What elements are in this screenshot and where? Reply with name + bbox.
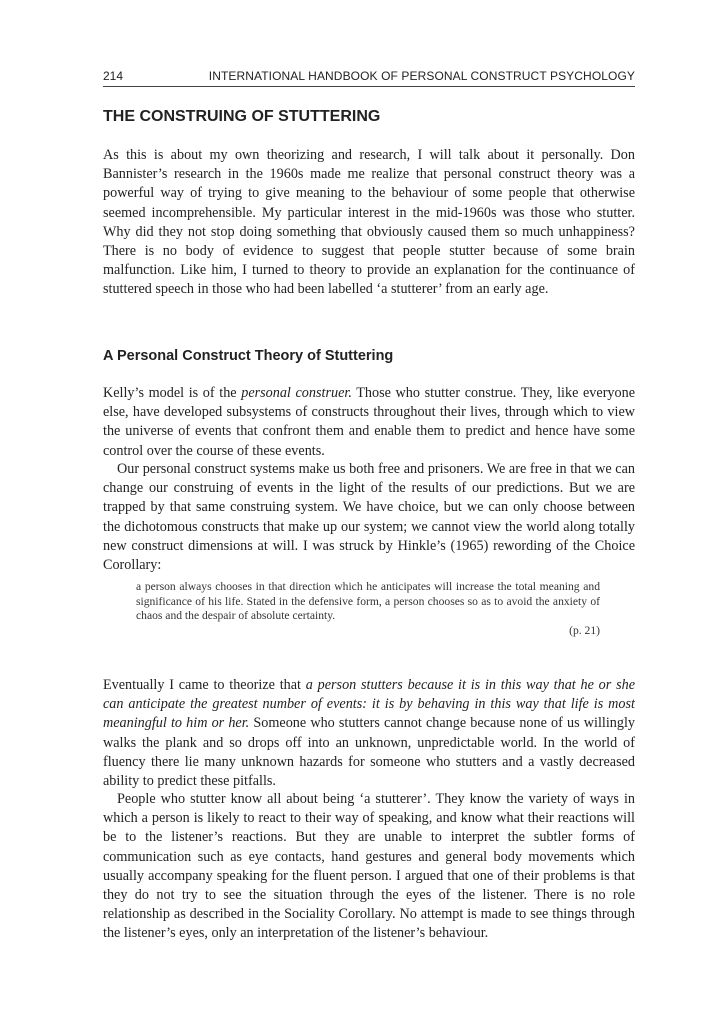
page-number: 214 bbox=[103, 69, 124, 83]
emphasis-text: personal construer. bbox=[241, 385, 352, 401]
quote-text: a person always chooses in that direction which he anticipates will increase the total meaning and significance of his life. Stated in the defensive form, a person chooses so as to avoid the anxiety of chaos and the despair of absolute certainty. bbox=[136, 580, 600, 623]
running-title: INTERNATIONAL HANDBOOK OF PERSONAL CONSTRUCT PSYCHOLOGY bbox=[208, 69, 635, 83]
paragraph-text: Someone who stutters cannot change because none of us willingly walks the plank and so drops off into an unknown, unpredictable world. In the world of fluency there lie many unknown hazards for someone who stutters and a vastly decreased ability to predict these pitfalls. bbox=[103, 715, 636, 790]
paragraph-text: Kelly’s model is of the bbox=[103, 385, 242, 401]
running-header bbox=[103, 68, 635, 87]
paragraph-personal-construer bbox=[103, 384, 635, 461]
intro-paragraph: As this is about my own theorizing and research, I will talk about it personally. Don Bannister’s research in the 1960s made me realize that personal construct theory was a powerful way of trying to give meaning to the behaviour of some people that otherwise seemed incomprehensible. My particular interest in the mid-1960s was those who stutter. Why did they not stop doing something that obviously caused them so much unhappiness? There is no body of evidence to suggest that people stutter because of some brain malfunction. Like him, I turned to theory to provide an explanation for the continuance of stuttered speech in those who had been labelled ‘a stutterer’ from an early age. bbox=[103, 147, 635, 298]
subsection-title: A Personal Construct Theory of Stuttering bbox=[103, 348, 394, 364]
paragraph-listener: People who stutter know all about being ‘a stutterer’. They know the variety of ways in which a person is likely to react to their way of speaking, and know what their reactions will be to the listener’s reactions. But they are unable to interpret the subtler forms of communication such as eye contacts, hand gestures and general body movements which usually accompany speaking for the fluent person. I argued that one of their problems is that they do not try to see the situation through the eyes of the listener. There is no role relationship as described in the Sociality Corollary. No attempt is made to see things through the listener’s eyes, only an interpretation of the listener’s behaviour. bbox=[103, 791, 635, 942]
paragraph-text: Eventually I came to theorize that bbox=[103, 677, 306, 693]
section-title: THE CONSTRUING OF STUTTERING bbox=[103, 108, 381, 125]
emphasis-text: a person stutters because it is in this way that he or she can anticipate the greatest number of events: it is by behaving in this way that life is most meaningful to him or her. bbox=[103, 677, 635, 732]
paragraph-text: Those who stutter construe. They, like everyone else, have developed subsystems of constructs throughout their lives, through which to view the universe of events that confront them and enable them to predict and hence have some control over the course of these events. bbox=[103, 385, 635, 459]
quote-citation: (p. 21) bbox=[569, 623, 600, 637]
block-quote bbox=[136, 580, 600, 638]
paragraph-construct-systems: Our personal construct systems make us both free and prisoners. We are free in that we can change our construing of events in the light of the results of our predictions. But we are trapped by that same construing system. We have choice, but we can only choose between the dichotomous constructs that make up our system; we cannot view the world along totally new construct dimensions at will. I was struck by Hinkle’s (1965) rewording of the Choice Corollary: bbox=[103, 461, 635, 574]
paragraph-theory bbox=[103, 676, 635, 791]
